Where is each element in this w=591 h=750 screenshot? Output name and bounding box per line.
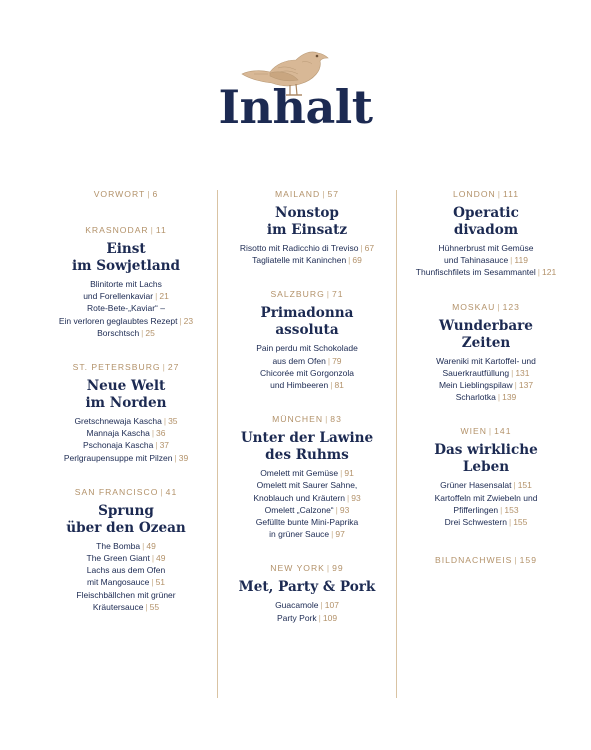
recipe-page: 39 — [178, 452, 189, 463]
chapter-heading — [42, 378, 210, 412]
recipe-text: The Bomba — [96, 540, 141, 551]
chapter-name: VORWORT — [93, 189, 146, 199]
recipe-page: 55 — [149, 601, 160, 612]
chapter-page: 57 — [327, 189, 339, 199]
recipe-text: Omelett mit Gemüse — [260, 468, 339, 479]
recipe-page: 131 — [515, 367, 530, 378]
recipe-line — [42, 601, 210, 613]
chapter-page: 141 — [494, 426, 512, 437]
recipe-text: Omelett mit Saurer Sahne, — [256, 480, 358, 491]
toc-column-2 — [221, 188, 393, 624]
recipe-line — [42, 564, 210, 576]
toc-section — [221, 188, 393, 266]
toc-section — [42, 224, 210, 339]
recipe-line — [221, 379, 393, 391]
recipe-text: Sauerkrautfüllung — [442, 367, 510, 378]
recipe-page: 79 — [332, 355, 342, 366]
separator: | — [327, 355, 331, 366]
recipe-text: The Green Giant — [86, 553, 150, 564]
chapter-name: MOSKAU — [452, 301, 496, 312]
recipe-page: 51 — [155, 577, 166, 588]
recipe-text: Scharlotka — [455, 392, 496, 403]
recipe-line — [402, 504, 570, 516]
separator: | — [330, 380, 333, 391]
recipe-line — [221, 492, 393, 504]
recipe-page: 97 — [335, 529, 345, 540]
separator: | — [151, 428, 155, 439]
toc-section — [402, 301, 570, 404]
recipe-line — [402, 379, 570, 391]
separator: | — [142, 540, 145, 551]
heading-line: Operatic — [453, 205, 519, 221]
recipe-line — [402, 242, 570, 254]
recipe-line — [402, 391, 570, 403]
chapter-page: 159 — [519, 555, 537, 566]
separator: | — [325, 414, 329, 425]
toc-section — [221, 413, 393, 540]
recipe-text: Grüner Hasensalat — [440, 480, 512, 491]
recipe-text: Chicorée mit Gorgonzola — [259, 367, 354, 378]
recipe-text: Pschonaja Kascha — [82, 440, 154, 451]
recipe-text: Perlgraupensuppe mit Pilzen — [63, 452, 173, 463]
recipe-line — [221, 342, 393, 354]
separator: | — [179, 315, 182, 326]
recipe-line — [221, 516, 393, 528]
recipe-line — [42, 427, 210, 439]
chapter-heading — [221, 305, 393, 339]
chapter-heading — [42, 503, 210, 537]
chapter-name: SALZBURG — [270, 289, 325, 300]
separator: | — [514, 380, 517, 391]
recipe-text: und Himbeeren — [270, 380, 329, 391]
recipe-line — [221, 242, 393, 254]
recipe-page: 49 — [156, 553, 166, 564]
recipe-line — [402, 479, 570, 491]
recipe-text: Hühnerbrust mit Gemüse — [438, 243, 534, 253]
chapter-name: WIEN — [460, 426, 487, 437]
chapter-page: 83 — [330, 414, 342, 425]
recipe-text: mit Mangosauce — [86, 577, 150, 588]
separator: | — [497, 189, 501, 199]
heading-line: Das wirkliche — [434, 442, 538, 459]
recipe-line — [221, 528, 393, 540]
recipe-line — [42, 290, 210, 302]
separator: | — [511, 367, 514, 378]
recipe-text: Thunfischfilets im Sesammantel — [415, 267, 536, 278]
recipe-text: Blinitorte mit Lachs — [90, 279, 162, 289]
separator: | — [155, 291, 158, 302]
recipe-page: 109 — [322, 612, 338, 623]
chapter-name: ST. PETERSBURG — [72, 362, 161, 373]
heading-line: Primadonna — [260, 305, 354, 322]
chapter-label — [221, 562, 393, 574]
recipe-text: aus dem Ofen — [272, 355, 326, 366]
separator: | — [514, 555, 518, 566]
chapter-name: LONDON — [452, 189, 496, 199]
chapter-page: 6 — [152, 189, 159, 199]
recipe-line — [42, 327, 210, 339]
chapter-label — [42, 361, 210, 373]
separator: | — [163, 416, 167, 427]
recipe-line — [42, 540, 210, 552]
heading-line: im Sowjetland — [71, 258, 181, 274]
recipe-page: 37 — [159, 440, 170, 451]
recipe-page: 81 — [334, 380, 344, 391]
recipe-text: Kräutersauce — [92, 601, 144, 612]
heading-line: Neue Welt — [86, 378, 166, 395]
recipe-line — [221, 504, 393, 516]
chapter-label — [221, 413, 393, 425]
recipe-line — [42, 576, 210, 588]
heading-line: assoluta — [275, 322, 339, 339]
recipe-text: Drei Schwestern — [444, 517, 507, 528]
recipe-line — [42, 302, 210, 314]
recipe-line — [42, 589, 210, 601]
recipe-line — [42, 439, 210, 451]
recipe-text: Fleischbällchen mit grüner — [76, 589, 176, 600]
separator: | — [513, 480, 516, 491]
chapter-page: 11 — [155, 225, 167, 235]
recipe-page: 137 — [518, 380, 534, 391]
chapter-name: BILDNACHWEIS — [435, 555, 513, 566]
recipe-line — [402, 355, 570, 367]
heading-line: Met, Party & Pork — [238, 579, 376, 596]
recipe-page: 153 — [504, 504, 519, 515]
column-divider — [217, 190, 218, 698]
column-divider — [396, 190, 397, 698]
separator: | — [147, 189, 151, 199]
recipe-line — [402, 367, 570, 379]
toc-section — [221, 562, 393, 623]
separator: | — [155, 440, 158, 451]
separator: | — [347, 492, 350, 503]
chapter-heading — [402, 318, 570, 352]
separator: | — [322, 189, 326, 199]
chapter-label — [402, 425, 570, 437]
chapter-name: SAN FRANCISCO — [74, 486, 159, 497]
chapter-heading — [221, 205, 393, 239]
heading-line: im Norden — [85, 395, 167, 412]
recipe-line — [221, 367, 393, 379]
recipe-text: Risotto mit Radicchio di Treviso — [239, 243, 359, 253]
toc-section — [42, 486, 210, 613]
recipe-text: Ein verloren geglaubtes Rezept — [58, 315, 178, 326]
recipe-text: Lachs aus dem Ofen — [86, 565, 166, 576]
recipe-page: 93 — [339, 504, 350, 515]
separator: | — [318, 612, 321, 623]
recipe-line — [42, 278, 210, 290]
toc-section — [402, 188, 570, 279]
separator: | — [488, 426, 493, 437]
recipe-line — [42, 552, 210, 564]
separator: | — [510, 255, 513, 266]
chapter-page: 27 — [167, 362, 180, 373]
heading-line: Zeiten — [461, 334, 511, 351]
recipe-page: 35 — [168, 416, 178, 427]
chapter-page: 111 — [502, 189, 520, 199]
separator: | — [537, 267, 541, 278]
recipe-line — [221, 467, 393, 479]
separator: | — [326, 289, 330, 300]
chapter-label — [402, 188, 570, 200]
recipe-text: Pfifferlingen — [453, 504, 499, 515]
chapter-name: MAILAND — [275, 189, 321, 199]
recipe-line — [42, 315, 210, 327]
chapter-label — [402, 554, 570, 566]
toc-section — [42, 361, 210, 464]
recipe-page: 67 — [364, 243, 375, 253]
chapter-page: 71 — [332, 289, 344, 300]
separator: | — [160, 486, 164, 497]
heading-line: über den Ozean — [66, 519, 186, 536]
chapter-label — [42, 486, 210, 498]
chapter-page: 123 — [502, 301, 520, 312]
recipe-line — [221, 355, 393, 367]
recipe-text: und Tahinasauce — [444, 255, 509, 266]
toc-section — [402, 554, 570, 566]
separator: | — [360, 243, 363, 253]
separator: | — [331, 529, 334, 540]
recipe-text: Borschtsch — [97, 327, 140, 338]
toc-column-3 — [402, 188, 570, 566]
recipe-line — [221, 612, 393, 624]
separator: | — [145, 601, 148, 612]
separator: | — [497, 392, 501, 403]
recipe-line — [42, 452, 210, 464]
chapter-page: 99 — [332, 563, 344, 574]
chapter-name: MÜNCHEN — [272, 414, 324, 425]
toc-section — [42, 188, 210, 200]
recipe-text: Pain perdu mit Schokolade — [256, 343, 358, 354]
toc-section — [221, 288, 393, 391]
separator: | — [151, 577, 154, 588]
recipe-text: und Forellenkaviar — [83, 291, 154, 302]
separator: | — [508, 517, 512, 528]
heading-line: divadom — [453, 222, 519, 238]
separator: | — [141, 327, 144, 338]
separator: | — [340, 468, 343, 479]
chapter-heading — [221, 430, 393, 464]
recipe-page: 155 — [513, 517, 528, 528]
heading-line: Unter der Lawine — [240, 430, 374, 447]
recipe-text: Wareniki mit Kartoffel- und — [436, 355, 536, 366]
chapter-label — [42, 224, 210, 236]
separator: | — [348, 255, 351, 266]
recipe-line — [402, 266, 570, 278]
heading-line: Wunderbare — [439, 317, 533, 334]
heading-line: Leben — [462, 459, 510, 476]
recipe-text: Tagliatelle mit Kaninchen — [252, 255, 347, 266]
recipe-page: 69 — [352, 255, 362, 266]
heading-line: Nonstop — [275, 205, 339, 221]
recipe-page: 121 — [542, 267, 557, 278]
recipe-text: Omelett „Calzone“ — [264, 504, 334, 515]
recipe-page: 107 — [324, 600, 339, 611]
recipe-text: Mannaja Kascha — [86, 428, 150, 439]
chapter-heading — [402, 442, 570, 476]
separator: | — [497, 301, 501, 312]
separator: | — [162, 362, 166, 373]
chapter-name: NEW YORK — [270, 563, 325, 574]
recipe-line — [402, 254, 570, 266]
chapter-label — [42, 188, 210, 200]
heading-line: Einst — [106, 241, 146, 257]
recipe-page: 139 — [502, 392, 517, 403]
recipe-page: 25 — [145, 327, 155, 338]
recipe-text: Mein Lieblingspilaw — [438, 380, 513, 391]
recipe-page: 21 — [159, 291, 169, 302]
recipe-line — [221, 479, 393, 491]
chapter-name: KRASNODAR — [85, 225, 149, 235]
separator: | — [335, 504, 338, 515]
recipe-line — [221, 254, 393, 266]
toc-section — [402, 425, 570, 528]
page-title: Inhalt — [218, 80, 373, 134]
toc-column-1 — [42, 188, 210, 613]
recipe-page: 93 — [351, 492, 361, 503]
recipe-line — [42, 415, 210, 427]
separator: | — [500, 504, 503, 515]
recipe-page: 151 — [517, 480, 532, 491]
separator: | — [320, 600, 323, 611]
chapter-heading — [221, 579, 393, 596]
recipe-line — [402, 492, 570, 504]
chapter-label — [221, 288, 393, 300]
recipe-line — [221, 599, 393, 611]
chapter-label — [402, 301, 570, 313]
chapter-label — [221, 188, 393, 200]
recipe-text: in grüner Sauce — [269, 529, 330, 540]
recipe-text: Rote-Bete-„Kaviar“ – — [87, 303, 165, 314]
recipe-page: 49 — [146, 540, 156, 551]
recipe-text: Guacamole — [275, 600, 319, 611]
separator: | — [151, 553, 155, 564]
recipe-text: Gefüllte bunte Mini-Paprika — [255, 517, 359, 528]
chapter-heading — [402, 205, 570, 239]
recipe-text: Party Pork — [276, 612, 317, 623]
recipe-text: Kartoffeln mit Zwiebeln und — [434, 492, 538, 503]
recipe-text: Gretschnewaja Kascha — [74, 416, 162, 427]
recipe-line — [402, 516, 570, 528]
heading-line: im Einsatz — [266, 222, 348, 238]
separator: | — [150, 225, 154, 235]
heading-line: Sprung — [98, 502, 154, 519]
recipe-text: Knoblauch und Kräutern — [253, 492, 345, 503]
heading-line: des Ruhms — [265, 447, 349, 464]
chapter-heading — [42, 241, 210, 275]
separator: | — [174, 452, 177, 463]
recipe-page: 23 — [183, 315, 194, 326]
chapter-page: 41 — [165, 486, 178, 497]
recipe-page: 36 — [156, 428, 166, 439]
separator: | — [326, 563, 331, 574]
recipe-page: 91 — [344, 468, 354, 479]
recipe-page: 119 — [514, 255, 528, 266]
